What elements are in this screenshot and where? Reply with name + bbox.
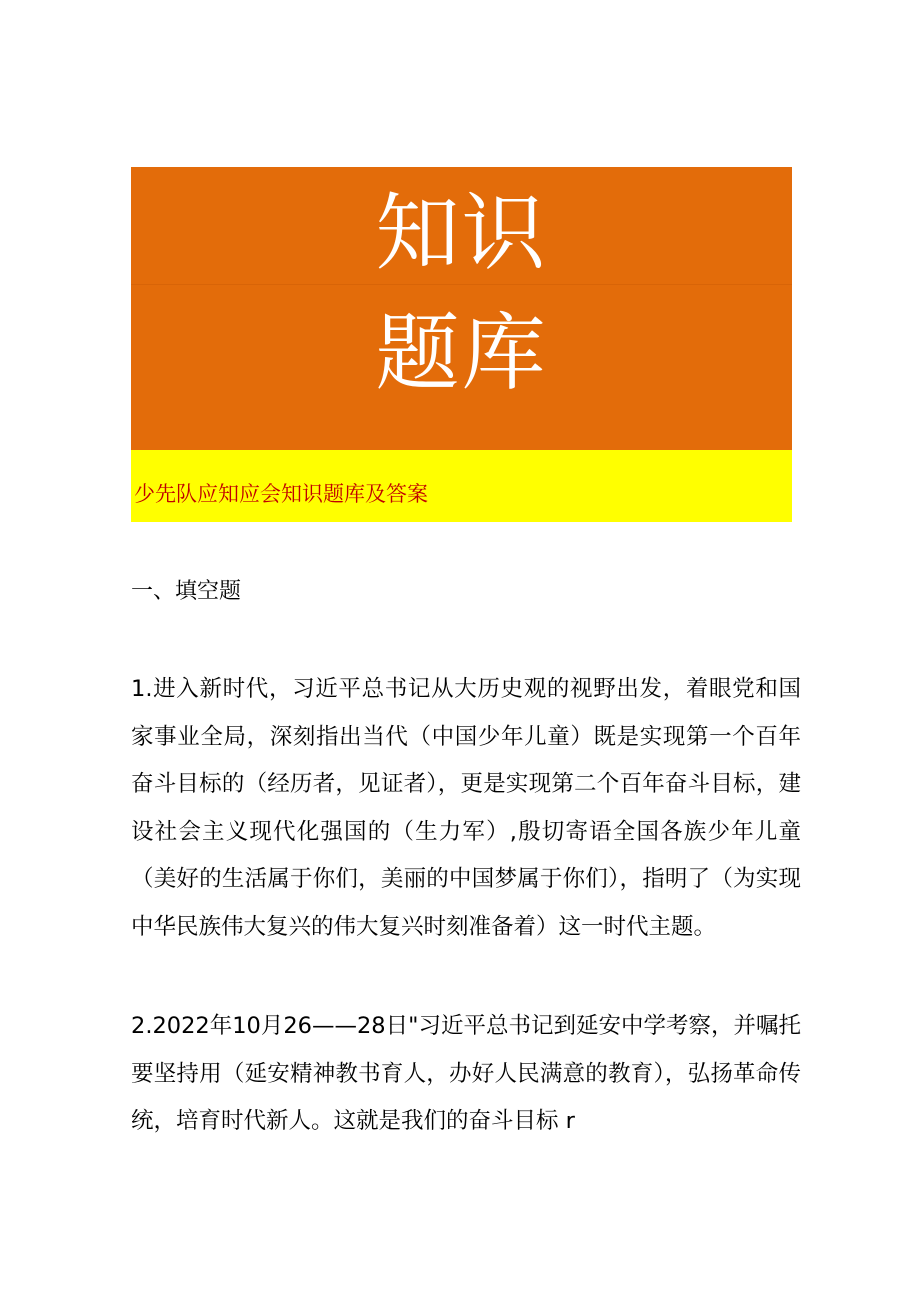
question-paragraph-2: 2.2022年10月26——28日"习近平总书记到延安中学考察，并嘱托要坚持用（延安精神教书育人，办好人民满意的教育），弘扬革命传统，培育时代新人。这就是我们的奋斗目标 r: [131, 1013, 801, 1134]
section-heading: 一、填空题: [131, 579, 242, 604]
banner-title-line1: 知识: [375, 184, 548, 282]
banner-divider: [131, 284, 792, 285]
subtitle-bar: [131, 450, 792, 522]
banner-title-line2: 题库: [375, 304, 548, 402]
title-banner: [131, 167, 792, 450]
document-subtitle: 少先队应知应会知识题库及答案: [134, 482, 428, 506]
question-paragraph-1: 1.进入新时代，习近平总书记从大历史观的视野出发，着眼党和国家事业全局，深刻指出当代（中国少年儿童）既是实现第一个百年奋斗目标的（经历者，见证者），更是实现第二个百年奋斗目标，建设社会主义现代化强国的（生力军）,殷切寄语全国各族少年儿童（美好的生活属于你们，美丽的中国梦属于你们），指明了（为实现中华民族伟大复兴的伟大复兴时刻准备着）这一时代主题。: [131, 676, 801, 940]
